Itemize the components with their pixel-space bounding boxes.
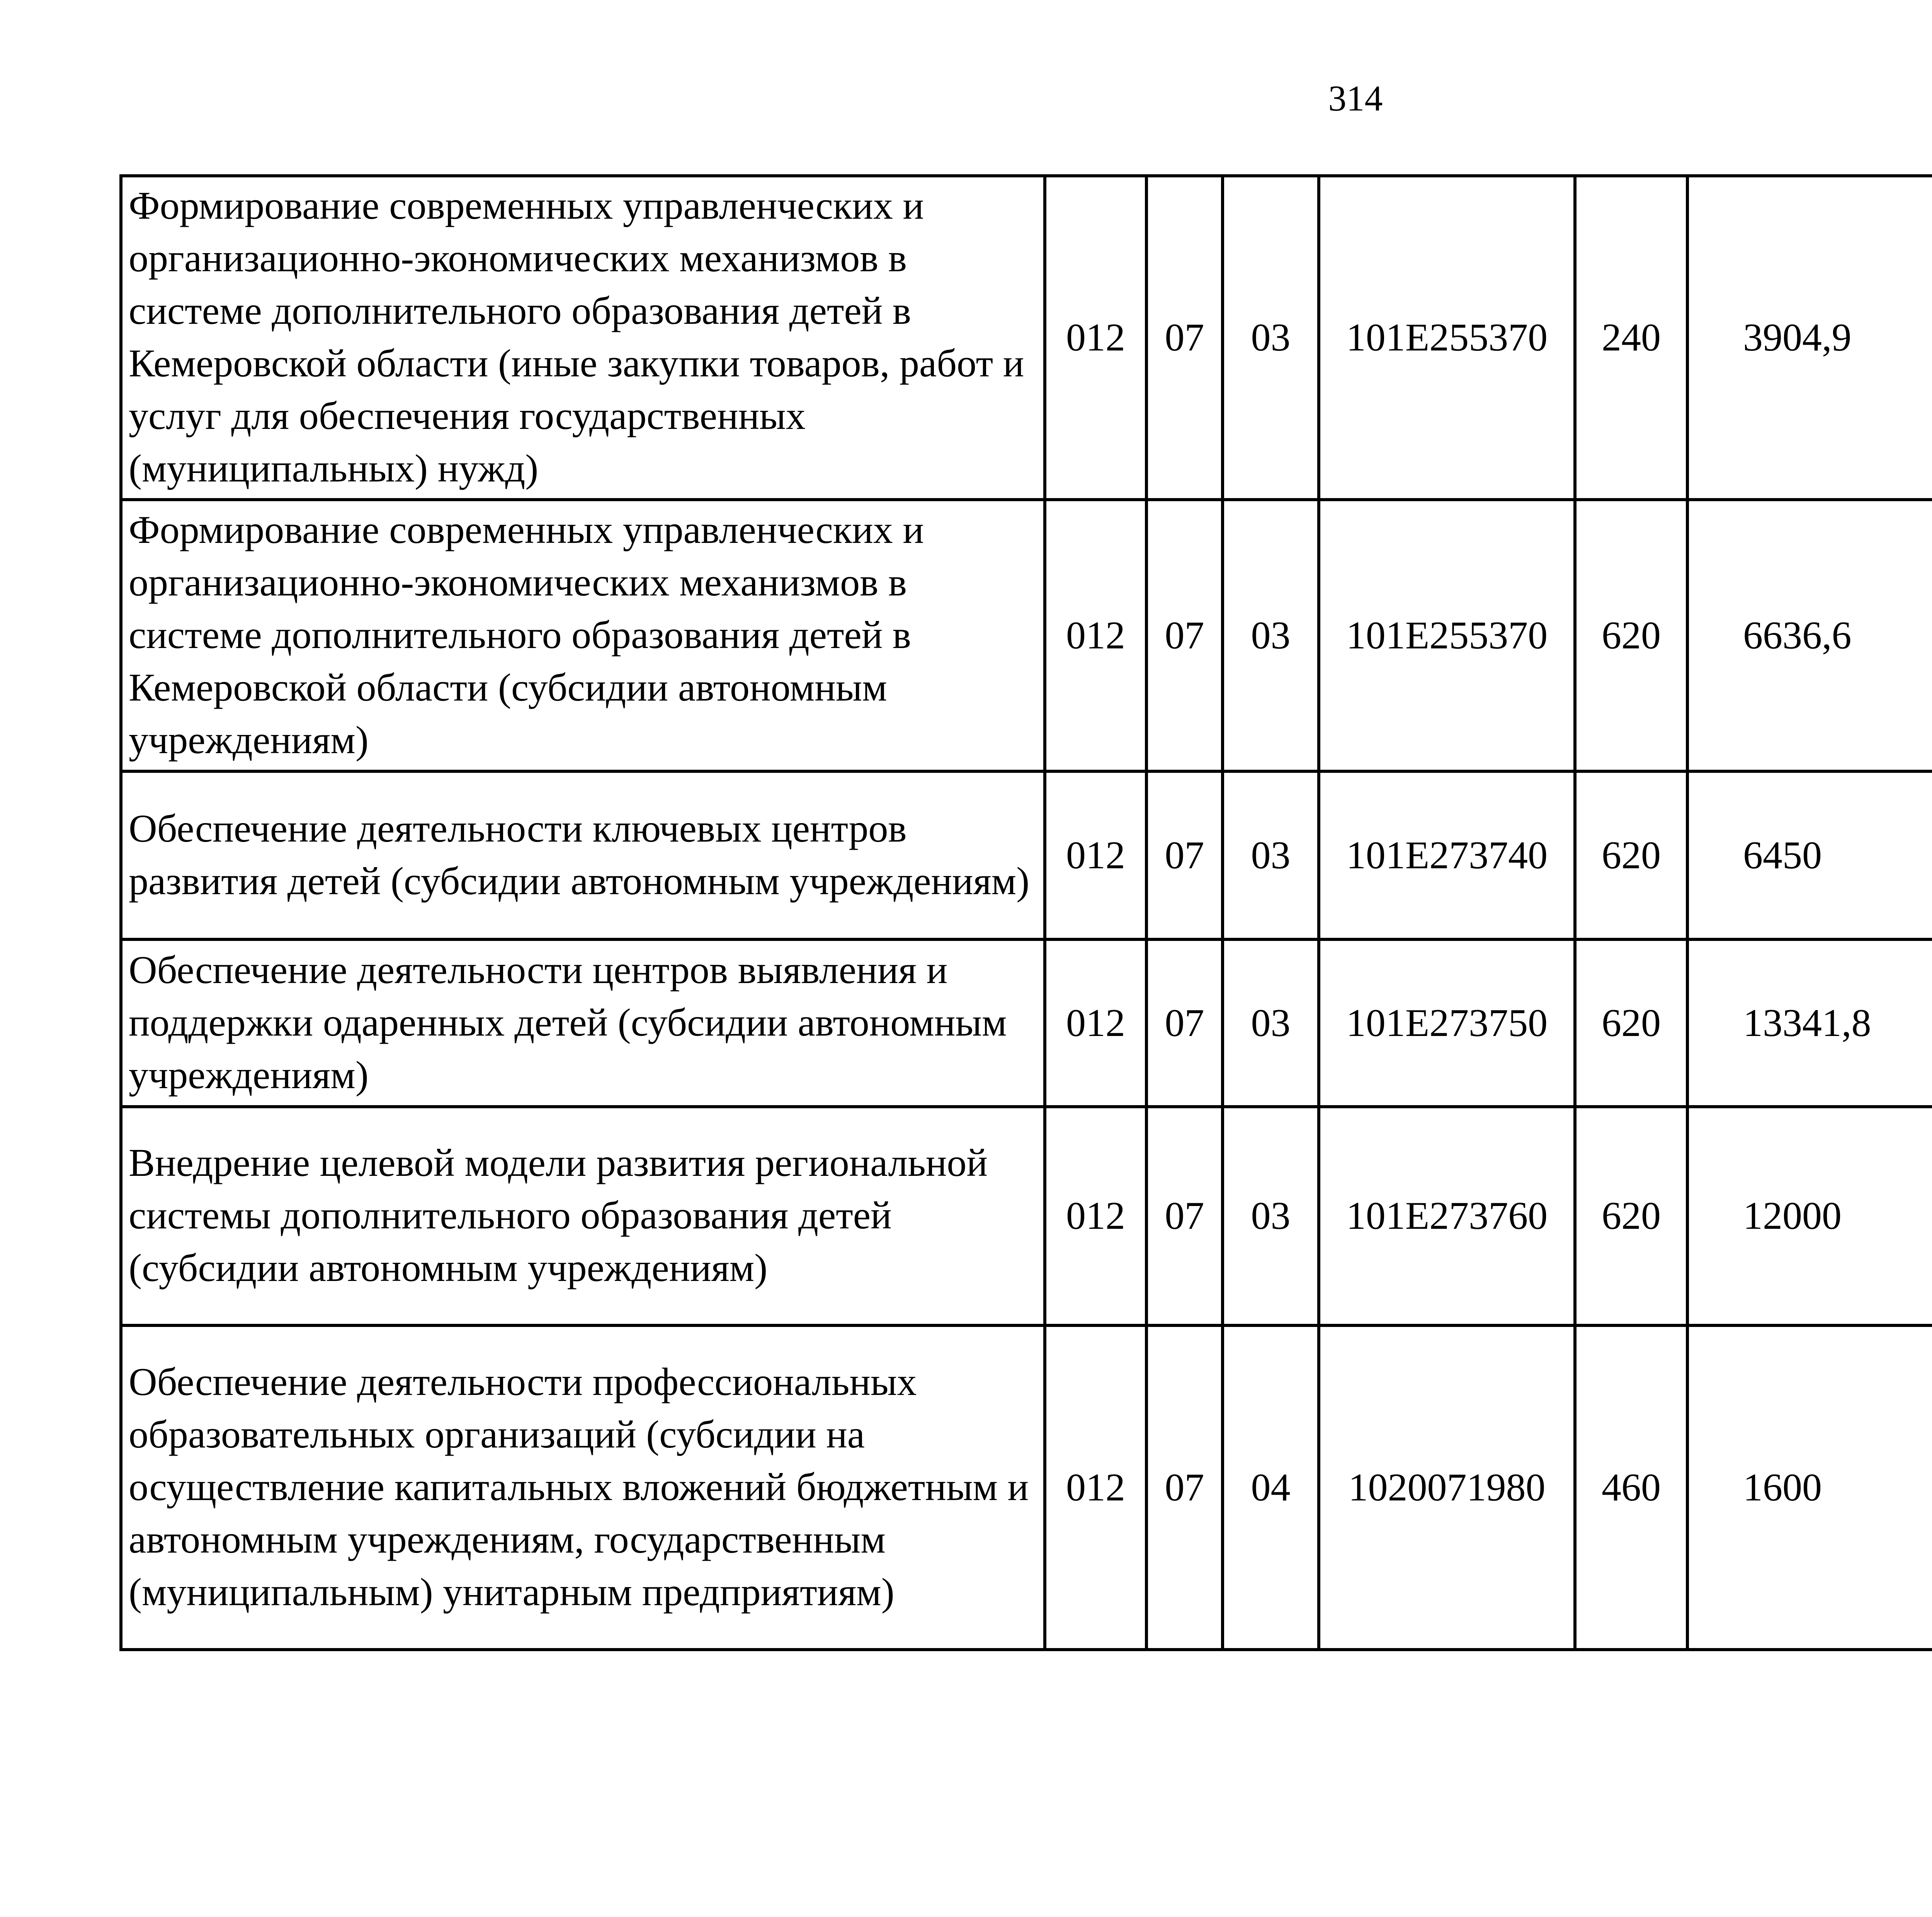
subsection-code: 04 bbox=[1223, 1325, 1319, 1650]
subsection-code: 03 bbox=[1223, 500, 1319, 771]
row-description: Внедрение целевой модели развития региональной системы дополнительного образования детей (субсидии автономным учреждениям) bbox=[121, 1107, 1045, 1325]
expense-type-code: 240 bbox=[1575, 176, 1687, 500]
subsection-code: 03 bbox=[1223, 1107, 1319, 1325]
amount-year-1: 6636,6 bbox=[1687, 500, 1932, 771]
expense-type-code: 620 bbox=[1575, 1107, 1687, 1325]
section-code: 07 bbox=[1146, 176, 1223, 500]
amount-year-1: 13341,8 bbox=[1687, 939, 1932, 1107]
page-number: 314 bbox=[1328, 78, 1383, 119]
amount-year-1: 3904,9 bbox=[1687, 176, 1932, 500]
table-row bbox=[121, 939, 1932, 1107]
table-row bbox=[121, 1325, 1932, 1650]
expense-type-code: 620 bbox=[1575, 939, 1687, 1107]
ministry-code: 012 bbox=[1045, 176, 1146, 500]
target-article-code: 101E273750 bbox=[1319, 939, 1575, 1107]
target-article-code: 101E273760 bbox=[1319, 1107, 1575, 1325]
table-row bbox=[121, 771, 1932, 939]
target-article-code: 101E255370 bbox=[1319, 176, 1575, 500]
ministry-code: 012 bbox=[1045, 939, 1146, 1107]
row-description: Формирование современных управленческих и организационно-экономических механизмов в системе дополнительного образования детей в Кемеровской области (субсидии автономным учреждениям) bbox=[121, 500, 1045, 771]
row-description: Формирование современных управленческих и организационно-экономических механизмов в системе дополнительного образования детей в Кемеровской области (иные закупки товаров, работ и услуг для обеспечения государственных (муниципальных) нужд) bbox=[121, 176, 1045, 500]
row-description: Обеспечение деятельности профессиональных образовательных организаций (субсидии на осуществление капитальных вложений бюджетным и автономным учреждениям, государственным (муниципальным) унитарным предприятиям) bbox=[121, 1325, 1045, 1650]
amount-year-1: 6450 bbox=[1687, 771, 1932, 939]
table-row bbox=[121, 176, 1932, 500]
target-article-code: 101E255370 bbox=[1319, 500, 1575, 771]
section-code: 07 bbox=[1146, 1325, 1223, 1650]
table-row bbox=[121, 1107, 1932, 1325]
section-code: 07 bbox=[1146, 1107, 1223, 1325]
ministry-code: 012 bbox=[1045, 771, 1146, 939]
section-code: 07 bbox=[1146, 771, 1223, 939]
target-article-code: 101E273740 bbox=[1319, 771, 1575, 939]
expense-type-code: 620 bbox=[1575, 500, 1687, 771]
ministry-code: 012 bbox=[1045, 1325, 1146, 1650]
subsection-code: 03 bbox=[1223, 771, 1319, 939]
subsection-code: 03 bbox=[1223, 176, 1319, 500]
row-description: Обеспечение деятельности ключевых центров развития детей (субсидии автономным учреждениям) bbox=[121, 771, 1045, 939]
section-code: 07 bbox=[1146, 500, 1223, 771]
expense-type-code: 620 bbox=[1575, 771, 1687, 939]
ministry-code: 012 bbox=[1045, 500, 1146, 771]
section-code: 07 bbox=[1146, 939, 1223, 1107]
amount-year-1: 1600 bbox=[1687, 1325, 1932, 1650]
table-row bbox=[121, 500, 1932, 771]
target-article-code: 1020071980 bbox=[1319, 1325, 1575, 1650]
budget-table bbox=[119, 174, 1932, 1651]
expense-type-code: 460 bbox=[1575, 1325, 1687, 1650]
ministry-code: 012 bbox=[1045, 1107, 1146, 1325]
row-description: Обеспечение деятельности центров выявления и поддержки одаренных детей (субсидии автономным учреждениям) bbox=[121, 939, 1045, 1107]
subsection-code: 03 bbox=[1223, 939, 1319, 1107]
amount-year-1: 12000 bbox=[1687, 1107, 1932, 1325]
